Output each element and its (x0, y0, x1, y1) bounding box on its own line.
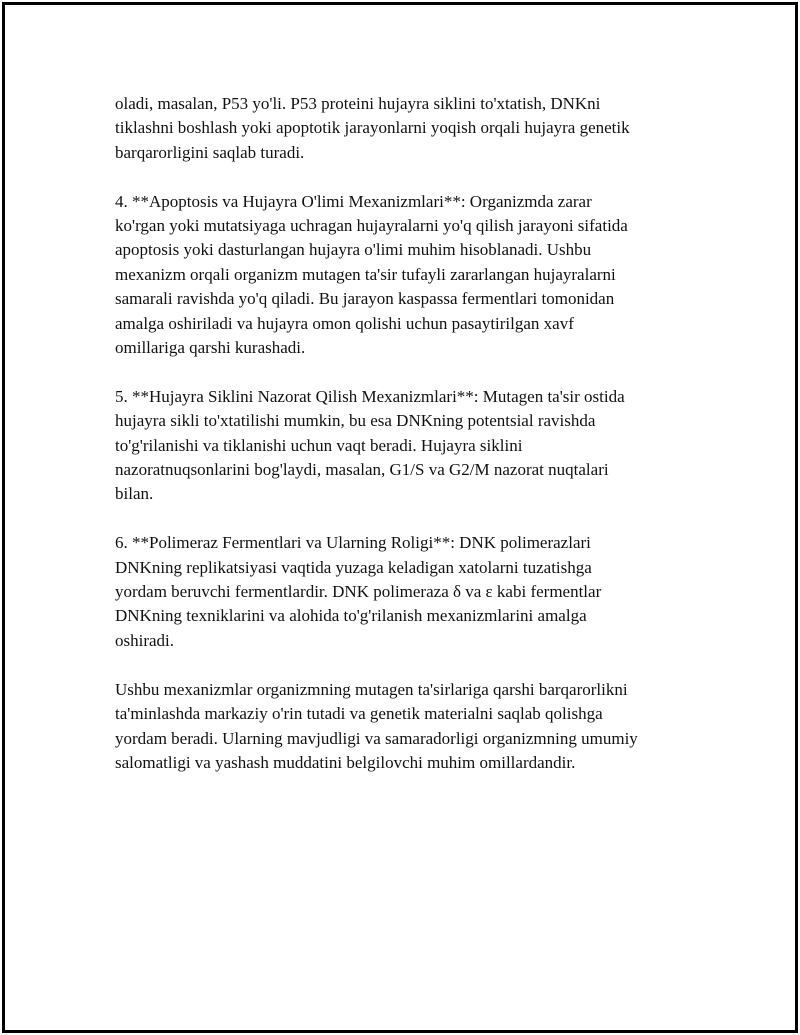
paragraph-apoptosis: 4. **Apoptosis va Hujayra O'limi Mexanizmlari**: Organizmda zarar ko'rgan yoki mutatsiyaga uchragan hujayralarni yo'q qilish jarayoni sifatida apoptosis yoki dasturlangan hujayra o'limi muhim hisoblanadi. Ushbu mexanizm orqali organizm mutagen ta'sir tufayli zararlangan hujayralarni samarali ravishda yo'q qiladi. Bu jarayon kaspassa fermentlari tomonidan amalga oshiriladi va hujayra omon qolishi uchun pasaytirilgan xavf omillariga qarshi kurashadi. (115, 191, 628, 358)
paragraph-polymerase-enzymes: 6. **Polimeraz Fermentlari va Ularning Roligi**: DNK polimerazlari DNKning replikatsiyasi vaqtida yuzaga keladigan xatolarni tuzatishga yordam beruvchi fermentlardir. DNK polimeraza δ va ε kabi fermentlar DNKning texniklarini va alohida to'g'rilanish mexanizmlarini amalga oshiradi. (115, 533, 602, 650)
paragraph-conclusion: Ushbu mexanizmlar organizmning mutagen ta'sirlariga qarshi barqarorlikni ta'minlashda markaziy o'rin tutadi va genetik materialni saqlab qolishga yordam beradi. Ularning mavjudligi va samaradorligi organizmning umumiy salomatligi va yashash muddatini belgilovchi muhim omillardandir. (115, 679, 638, 772)
paragraph-p53-pathway: oladi, masalan, P53 yo'li. P53 proteini hujayra siklini to'xtatish, DNKni tiklashni boshlash yoki apoptotik jarayonlarni yoqish orqali hujayra genetik barqarorligini saqlab turadi. (115, 94, 630, 162)
document-body (115, 92, 695, 800)
paragraph-cell-cycle-control: 5. **Hujayra Siklini Nazorat Qilish Mexanizmlari**: Mutagen ta'sir ostida hujayra sikli to'xtatilishi mumkin, bu esa DNKning potentsial ravishda to'g'rilanishi va tiklanishi uchun vaqt beradi. Hujayra siklini nazoratnuqsonlarini bog'laydi, masalan, G1/S va G2/M nazorat nuqtalari bilan. (115, 386, 625, 504)
